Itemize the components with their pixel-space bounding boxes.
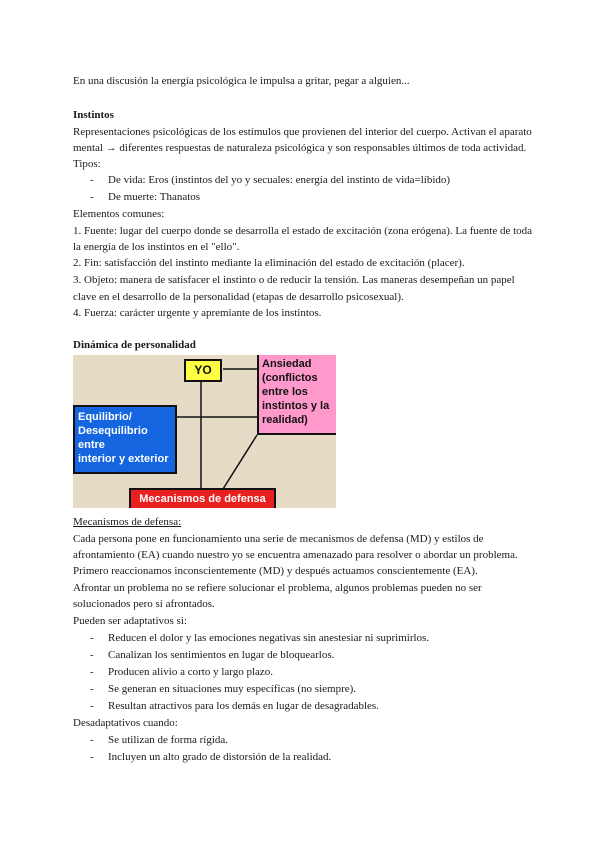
elemento-item: 2. Fin: satisfacción del instinto mediante la eliminación del estado de excitación (placer). — [73, 257, 465, 269]
mecanismos-paragraph-line: Afrontar un problema no se refiere solucionar el problema, algunos problemas pueden no ser — [73, 582, 482, 594]
mecanismos-paragraph-line: solucionados pero sí afrontados. — [73, 598, 215, 610]
ansiedad-box — [257, 355, 336, 435]
ansiedad-line: Ansiedad — [262, 358, 312, 370]
bullet-dash: - — [90, 700, 94, 712]
elemento-item: la energía de los instintos en el "ello". — [73, 241, 240, 253]
elemento-item: 3. Objeto: manera de satisfacer el instinto o de reducir la tensión. Las maneras desempeñan un papel — [73, 274, 515, 286]
adaptativo-item: Resultan atractivos para los demás en lugar de desagradables. — [108, 700, 379, 712]
heading-mecanismos: Mecanismos de defensa: — [73, 516, 182, 528]
equilibrio-box — [73, 405, 177, 474]
ansiedad-line: instintos y la — [262, 400, 330, 412]
ansiedad-line: entre los — [262, 386, 308, 398]
equilibrio-line: interior y exterior — [78, 453, 169, 465]
adaptativo-item: Canalizan los sentimientos en lugar de bloquearlos. — [108, 649, 335, 661]
elemento-item: clave en el desarrollo de la personalidad (etapas de desarrollo psicosexual). — [73, 291, 404, 303]
bullet-dash: - — [90, 174, 94, 186]
connector-ansiedad-mecanismos — [223, 435, 257, 489]
personality-dynamics-diagram — [73, 355, 336, 508]
bullet-dash: - — [90, 683, 94, 695]
mecanismos-paragraph-line: Primero reaccionamos inconscientemente (MD) y después actuamos conscientemente (EA). — [73, 565, 478, 577]
yo-box: YO — [184, 359, 222, 382]
ansiedad-line: (conflictos — [262, 372, 318, 384]
equilibrio-line: Desequilibrio — [78, 425, 148, 437]
bullet-dash: - — [90, 649, 94, 661]
desadaptativo-item: Se utilizan de forma rígida. — [108, 734, 229, 746]
heading-instintos: Instintos — [73, 109, 114, 121]
adaptativos-label: Pueden ser adaptativos si: — [73, 615, 187, 627]
mecanismos-box: Mecanismos de defensa — [129, 488, 276, 508]
ansiedad-line: realidad) — [262, 414, 308, 426]
tipo-item: De muerte: Thanatos — [108, 191, 201, 203]
equilibrio-line: entre — [78, 439, 105, 451]
adaptativo-item: Reducen el dolor y las emociones negativas sin anestesiar ni suprimirlos. — [108, 632, 430, 644]
bullet-dash: - — [90, 666, 94, 678]
mecanismos-paragraph-line: Cada persona pone en funcionamiento una serie de mecanismos de defensa (MD) y estilos de — [73, 533, 484, 545]
desadaptativos-label: Desadaptativos cuando: — [73, 717, 178, 729]
elemento-item: 1. Fuente: lugar del cuerpo donde se desarrolla el estado de excitación (zona erógena). La fuente de toda — [73, 225, 533, 237]
tipo-item: De vida: Eros (instintos del yo y secuales: energía del instinto de vida=líbido) — [108, 174, 451, 186]
bullet-dash: - — [90, 751, 94, 763]
instintos-desc-line: Representaciones psicológicas de los estímulos que provienen del interior del cuerpo. Activan el aparato — [73, 126, 532, 138]
intro-text: En una discusión la energía psicológica le impulsa a gritar, pegar a alguien... — [73, 75, 410, 87]
instintos-desc-line: mental → diferentes respuestas de naturaleza psicológica y son responsables últimos de toda actividad. — [73, 142, 527, 154]
adaptativo-item: Producen alivio a corto y largo plazo. — [108, 666, 274, 678]
adaptativo-item: Se generan en situaciones muy específicas (no siempre). — [108, 683, 357, 695]
bullet-dash: - — [90, 632, 94, 644]
mecanismos-paragraph-line: afrontamiento (EA) cuando nuestro yo se encuentra amenazado para resolver o abordar un problema. — [73, 549, 518, 561]
desadaptativo-item: Incluyen un alto grado de distorsión de la realidad. — [108, 751, 332, 763]
elemento-item: 4. Fuerza: carácter urgente y apremiante de los instintos. — [73, 307, 322, 319]
elementos-label: Elementos comunes: — [73, 208, 165, 220]
bullet-dash: - — [90, 191, 94, 203]
tipos-label: Tipos: — [73, 158, 101, 170]
bullet-dash: - — [90, 734, 94, 746]
heading-dinamica: Dinámica de personalidad — [73, 339, 196, 351]
equilibrio-line: Equilibrio/ — [78, 411, 132, 423]
